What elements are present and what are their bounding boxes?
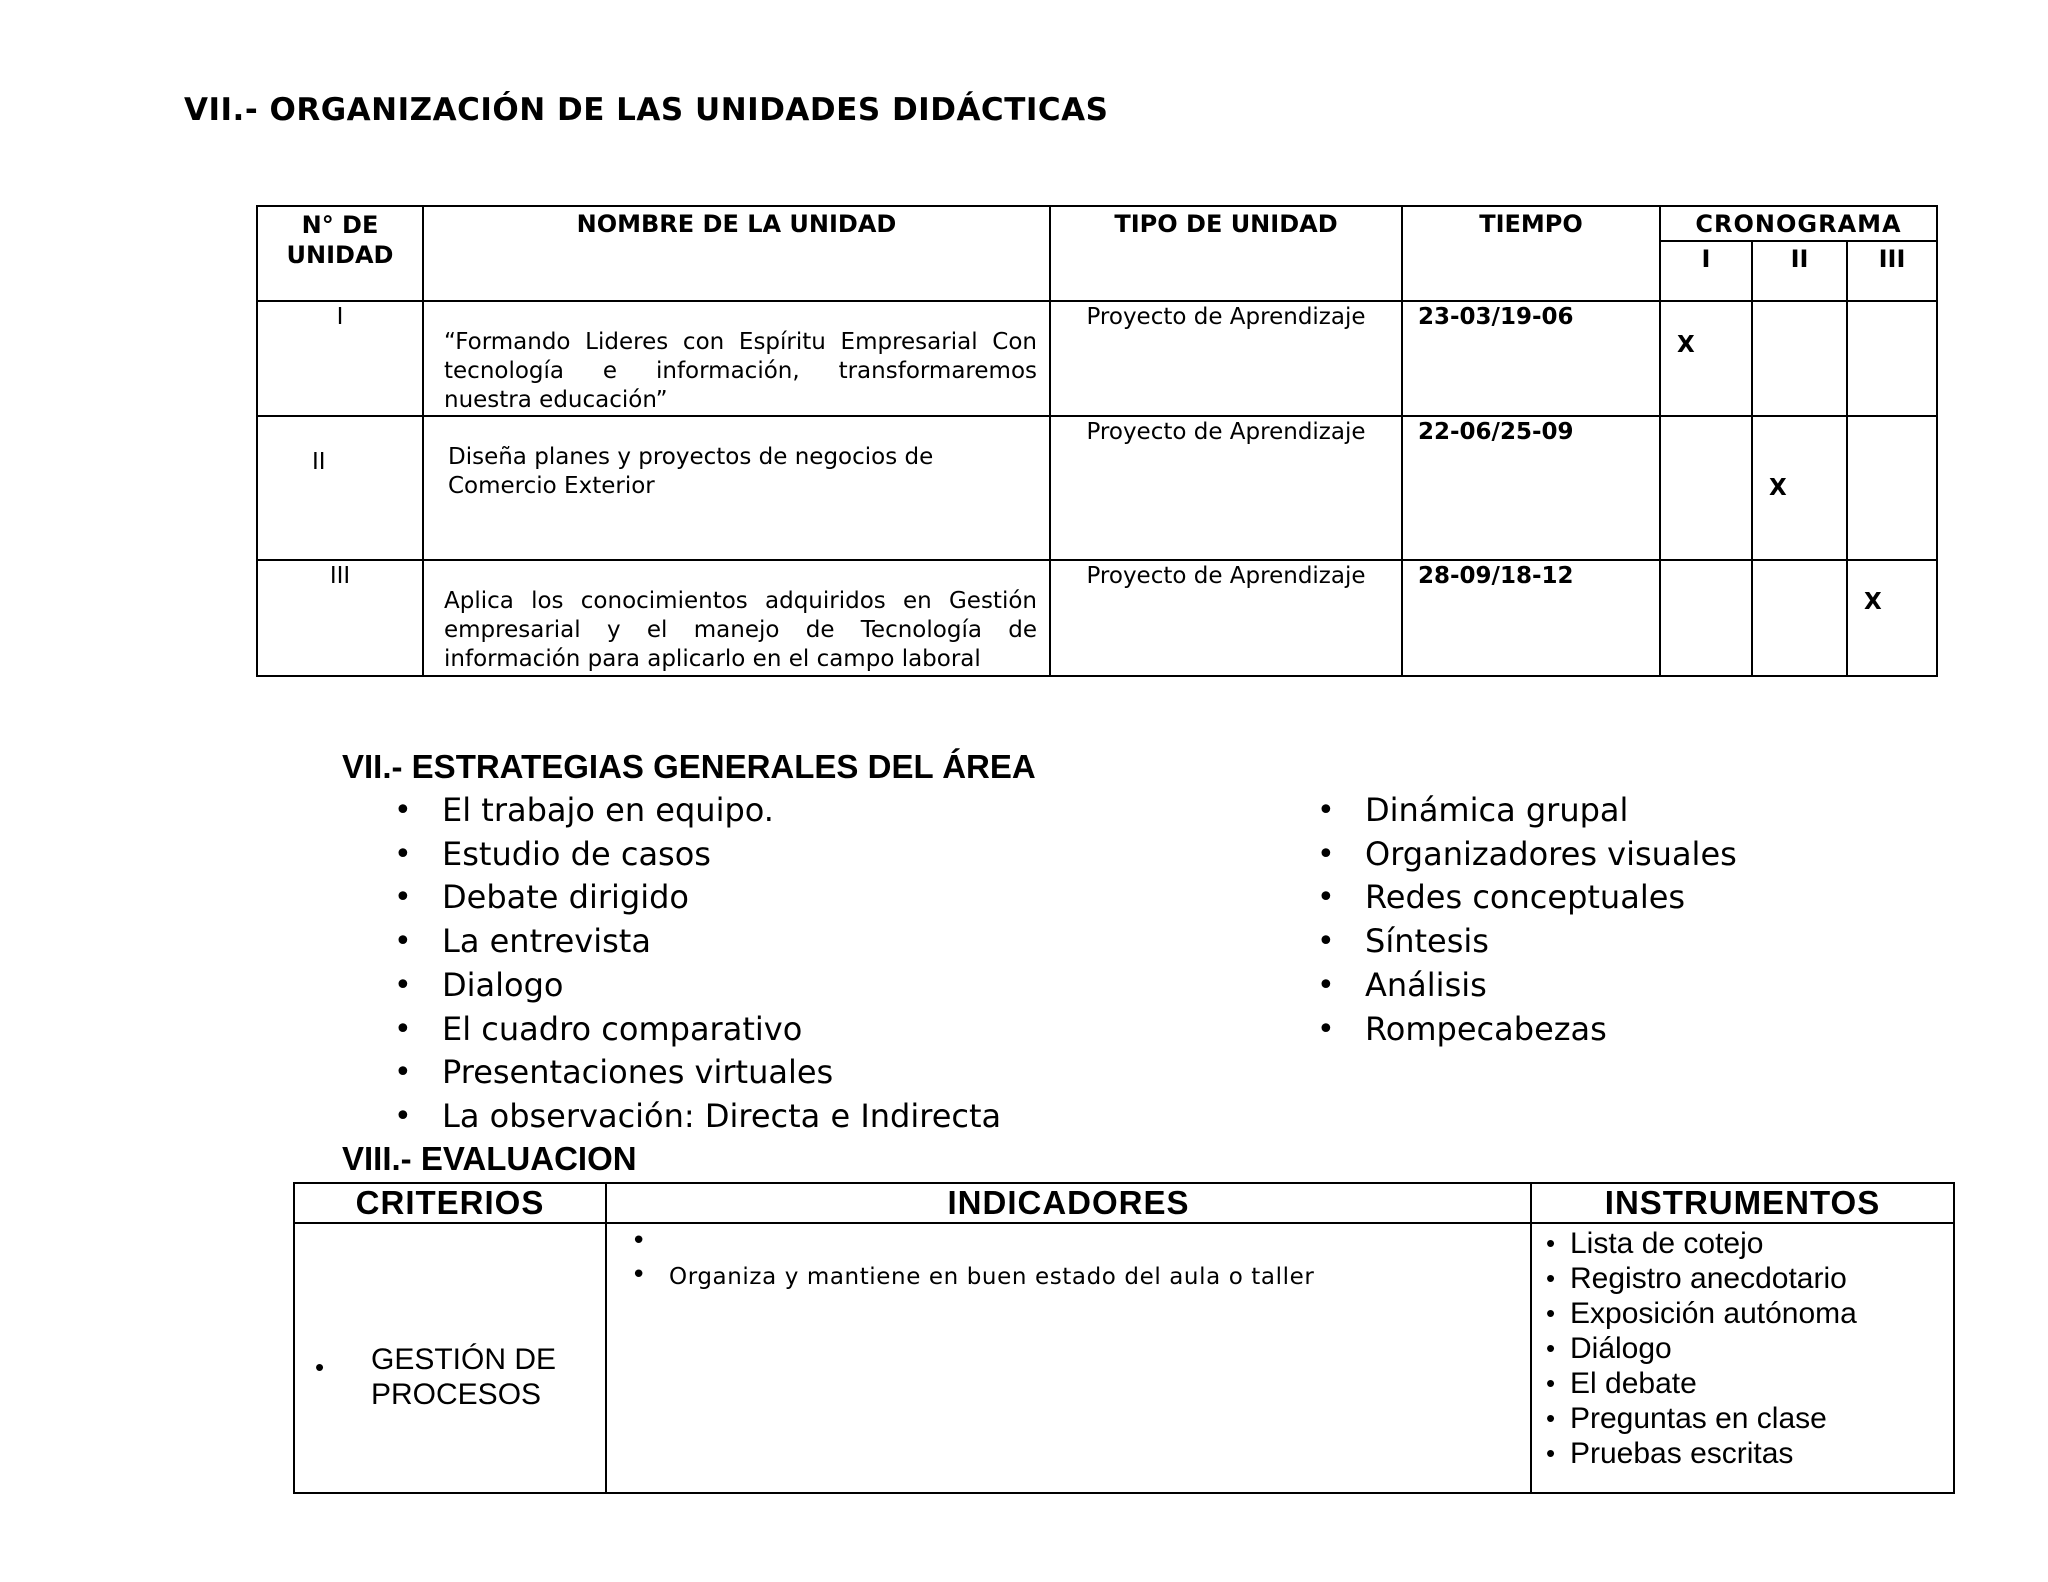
criterio-text: GESTIÓN DE PROCESOS — [371, 1343, 557, 1411]
unit-time: 28-09/18-12 — [1402, 560, 1660, 676]
list-item: • Estudio de casos — [385, 833, 1001, 877]
unit-number: II — [257, 416, 423, 560]
cron-mark-3: X — [1847, 560, 1937, 676]
cron-mark-3 — [1847, 416, 1937, 560]
list-item: • Dinámica grupal — [1308, 789, 1737, 833]
indicadores-cell: • • Organiza y mantiene en buen estado del aula o taller — [606, 1223, 1531, 1493]
header-name: NOMBRE DE LA UNIDAD — [423, 206, 1050, 301]
cron-mark-2 — [1752, 560, 1847, 676]
criterio-cell — [294, 1223, 606, 1493]
units-table — [256, 205, 1938, 677]
list-item: • Pruebas escritas — [1532, 1436, 1953, 1471]
list-item: • La entrevista — [385, 920, 1001, 964]
cron-mark-1 — [1660, 560, 1752, 676]
list-item: • El cuadro comparativo — [385, 1008, 1001, 1052]
list-item: • Presentaciones virtuales — [385, 1051, 1001, 1095]
cron-mark-1: X — [1660, 301, 1752, 416]
list-item: • Debate dirigido — [385, 876, 1001, 920]
unit-time: 22-06/25-09 — [1402, 416, 1660, 560]
cron-mark-1 — [1660, 416, 1752, 560]
header-instrumentos: INSTRUMENTOS — [1531, 1183, 1954, 1223]
unit-name: Aplica los conocimientos adquiridos en Gestión empresarial y el manejo de Tecnología de información para aplicarlo en el campo laboral — [423, 560, 1050, 676]
instrumentos-cell — [1531, 1223, 1954, 1493]
list-item: • Lista de cotejo — [1532, 1226, 1953, 1261]
unit-name: Diseña planes y proyectos de negocios de Comercio Exterior — [423, 416, 1050, 560]
list-item: • Dialogo — [385, 964, 1001, 1008]
evaluation-table — [293, 1182, 1955, 1494]
list-item: • Síntesis — [1308, 920, 1737, 964]
table-row — [257, 560, 1937, 676]
unit-name: “Formando Lideres con Espíritu Empresarial Con tecnología e información, transformaremos nuestra educación” — [423, 301, 1050, 416]
list-item: • Exposición autónoma — [1532, 1296, 1953, 1331]
unit-type: Proyecto de Aprendizaje — [1050, 301, 1402, 416]
unit-type: Proyecto de Aprendizaje — [1050, 416, 1402, 560]
strategies-right-list — [1308, 789, 1737, 1051]
unit-type: Proyecto de Aprendizaje — [1050, 560, 1402, 676]
header-cron-2: II — [1752, 241, 1847, 301]
list-item: • Organizadores visuales — [1308, 833, 1737, 877]
list-item: • Redes conceptuales — [1308, 876, 1737, 920]
list-item: • Preguntas en clase — [1532, 1401, 1953, 1436]
header-tipo: TIPO DE UNIDAD — [1050, 206, 1402, 301]
list-item: • Rompecabezas — [1308, 1008, 1737, 1052]
header-tiempo: TIEMPO — [1402, 206, 1660, 301]
unit-time: 23-03/19-06 — [1402, 301, 1660, 416]
evaluation-section-title: VIII.- EVALUACION — [342, 1140, 637, 1177]
header-indicadores: INDICADORES — [606, 1183, 1531, 1223]
strategies-left-list — [385, 789, 1001, 1139]
cron-mark-2 — [1752, 301, 1847, 416]
bullet-icon: • — [631, 1226, 647, 1256]
list-item: • Diálogo — [1532, 1331, 1953, 1366]
unit-number: I — [257, 301, 423, 416]
header-num: N° DE UNIDAD — [257, 206, 423, 301]
list-item: • El debate — [1532, 1366, 1953, 1401]
list-item: • Registro anecdotario — [1532, 1261, 1953, 1296]
units-section-title: VII.- ORGANIZACIÓN DE LAS UNIDADES DIDÁCTICAS — [184, 92, 1109, 128]
instrumentos-list — [1532, 1224, 1953, 1471]
table-row — [257, 301, 1937, 416]
header-cron-1: I — [1660, 241, 1752, 301]
table-row — [257, 416, 1937, 560]
header-criterios: CRITERIOS — [294, 1183, 606, 1223]
unit-number: III — [257, 560, 423, 676]
bullet-icon: • — [631, 1260, 647, 1290]
header-cron-3: III — [1847, 241, 1937, 301]
bullet-icon: • — [315, 1352, 325, 1382]
list-item: • La observación: Directa e Indirecta — [385, 1095, 1001, 1139]
header-cronograma: CRONOGRAMA — [1660, 206, 1937, 241]
cron-mark-3 — [1847, 301, 1937, 416]
list-item: • El trabajo en equipo. — [385, 789, 1001, 833]
cron-mark-2: X — [1752, 416, 1847, 560]
list-item: • Análisis — [1308, 964, 1737, 1008]
table-row — [294, 1223, 1954, 1493]
strategies-section-title: VII.- ESTRATEGIAS GENERALES DEL ÁREA — [342, 748, 1036, 785]
